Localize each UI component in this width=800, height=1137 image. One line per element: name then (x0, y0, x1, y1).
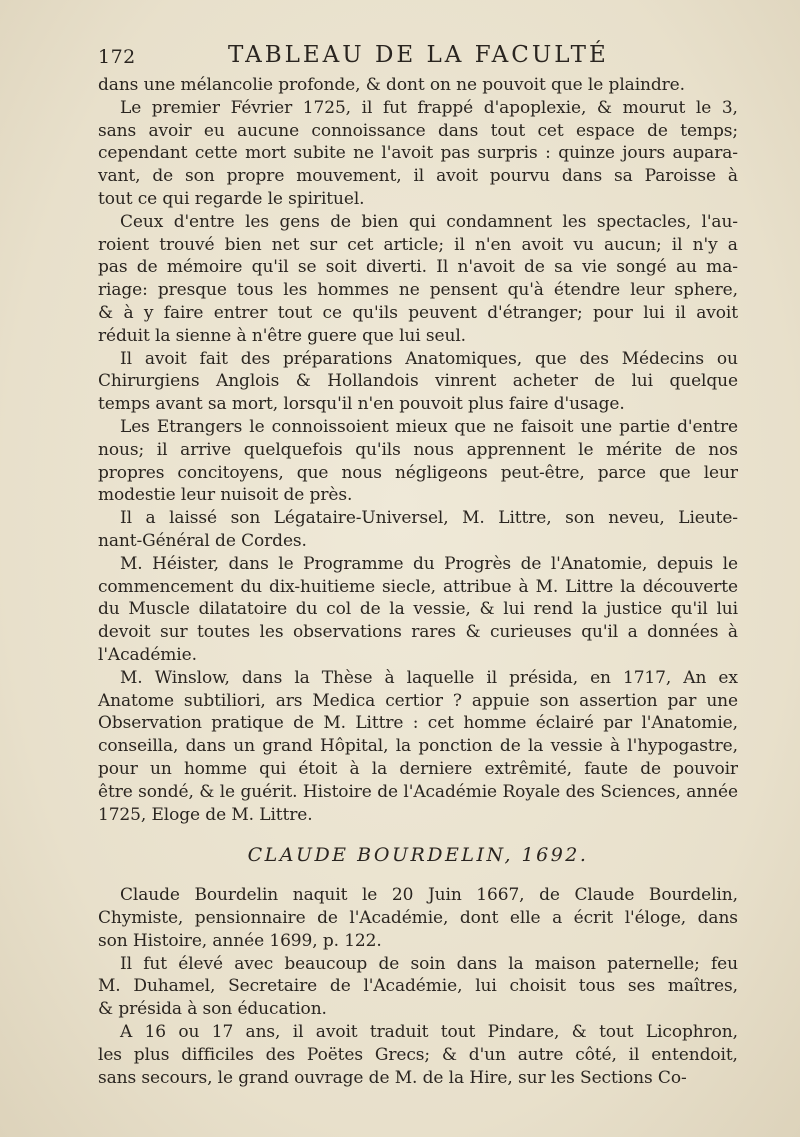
text-line: sans secours, le grand ouvrage de M. de la Hire, sur les Sections Co- (98, 1067, 687, 1088)
text-line: Les Etrangers le connoissoient mieux que ne faisoit une partie d'entre (120, 416, 738, 437)
text-line: Il a laissé son Légataire-Universel, M. Littre, son neveu, Lieute- (120, 508, 738, 529)
text-line: Il avoit fait des préparations Anatomiques, que des Médecins ou (120, 348, 738, 369)
text-line: propres concitoyens, que nous négligeons peut-être, parce que leur (98, 462, 738, 483)
paragraph (98, 97, 738, 211)
text-line: Claude Bourdelin naquit le 20 Juin 1667, de Claude Bourdelin, (120, 885, 738, 906)
text-line: nant-Général de Cordes. (98, 530, 307, 551)
paragraph (98, 1021, 738, 1089)
text-before-section (98, 74, 738, 826)
text-line: M. Winslow, dans la Thèse à laquelle il présida, en 1717, An ex (120, 667, 738, 688)
paragraph (98, 507, 738, 553)
text-line: commencement du dix-huitieme siecle, attribue à M. Littre la découverte (98, 576, 738, 597)
text-line: Ceux d'entre les gens de bien qui condamnent les spectacles, l'au- (120, 211, 738, 232)
paragraph (98, 416, 738, 507)
text-line: A 16 ou 17 ans, il avoit traduit tout Pindare, & tout Licophron, (120, 1022, 738, 1043)
text-after-section (98, 884, 738, 1089)
text-line: tout ce qui regarde le spirituel. (98, 188, 365, 209)
text-line: être sondé, & le guérit. Histoire de l'Académie Royale des Sciences, année (98, 781, 738, 802)
running-title: TABLEAU DE LA FACULTÉ (228, 42, 609, 68)
text-line: vant, de son propre mouvement, il avoit pourvu dans sa Paroisse à (98, 166, 738, 187)
page-header (98, 42, 738, 72)
text-line: Il fut élevé avec beaucoup de soin dans la maison paternelle; feu (120, 953, 738, 974)
paragraph (98, 667, 738, 827)
text-line: Chymiste, pensionnaire de l'Académie, dont elle a écrit l'éloge, dans (98, 908, 738, 929)
text-line: modestie leur nuisoit de près. (98, 485, 353, 506)
text-line: son Histoire, année 1699, p. 122. (98, 930, 382, 951)
text-line: Le premier Février 1725, il fut frappé d'apoplexie, & mourut le 3, (120, 97, 738, 118)
text-line: temps avant sa mort, lorsqu'il n'en pouvoit plus faire d'usage. (98, 394, 625, 415)
text-line: riage: presque tous les hommes ne pensent qu'à étendre leur sphere, (98, 280, 738, 301)
text-line: Chirurgiens Anglois & Hollandois vinrent acheter de lui quelque (98, 371, 738, 392)
text-line: pas de mémoire qu'il se soit diverti. Il n'avoit de sa vie songé au ma- (98, 257, 738, 278)
text-line: M. Duhamel, Secretaire de l'Académie, lui choisit tous ses maîtres, (98, 976, 738, 997)
paragraph (98, 953, 738, 1021)
text-line: réduit la sienne à n'être guere que lui seul. (98, 325, 466, 346)
text-line: les plus difficiles des Poëtes Grecs; & d'un autre côté, il entendoit, (98, 1044, 738, 1065)
paragraph (98, 553, 738, 667)
text-line: du Muscle dilatatoire du col de la vessie, & lui rend la justice qu'il lui (98, 599, 738, 620)
text-line: sans avoir eu aucune connoissance dans tout cet espace de temps; (98, 120, 738, 141)
paragraph (98, 884, 738, 952)
text-line: M. Héister, dans le Programme du Progrès de l'Anatomie, depuis le (120, 553, 738, 574)
text-line: 1725, Eloge de M. Littre. (98, 804, 313, 825)
paragraph (98, 348, 738, 416)
paragraph (98, 74, 738, 97)
text-line: roient trouvé bien net sur cet article; il n'en avoit vu aucun; il n'y a (98, 234, 738, 255)
text-line: Anatome subtiliori, ars Medica certior ? appuie son assertion par une (98, 690, 738, 711)
text-line: nous; il arrive quelquefois qu'ils nous apprennent le mérite de nos (98, 439, 738, 460)
text-line: l'Académie. (98, 644, 197, 665)
text-line: dans une mélancolie profonde, & dont on ne pouvoit que le plaindre. (98, 75, 685, 95)
text-line: cependant cette mort subite ne l'avoit pas surpris : quinze jours aupara- (98, 143, 738, 164)
body-text (98, 74, 738, 1089)
text-line: pour un homme qui étoit à la derniere extrêmité, faute de pouvoir (98, 758, 738, 779)
page-number: 172 (98, 46, 136, 68)
text-line: & à y faire entrer tout ce qu'ils peuvent d'étranger; pour lui il avoit (98, 302, 738, 323)
section-title: CLAUDE BOURDELIN, 1692. (247, 844, 589, 867)
text-line: & présida à son éducation. (98, 999, 327, 1020)
text-line: devoit sur toutes les observations rares & curieuses qu'il a données à (98, 622, 738, 643)
text-line: conseilla, dans un grand Hôpital, la ponction de la vessie à l'hypogastre, (98, 736, 738, 757)
paragraph (98, 211, 738, 348)
text-line: Observation pratique de M. Littre : cet homme éclairé par l'Anatomie, (98, 713, 738, 734)
